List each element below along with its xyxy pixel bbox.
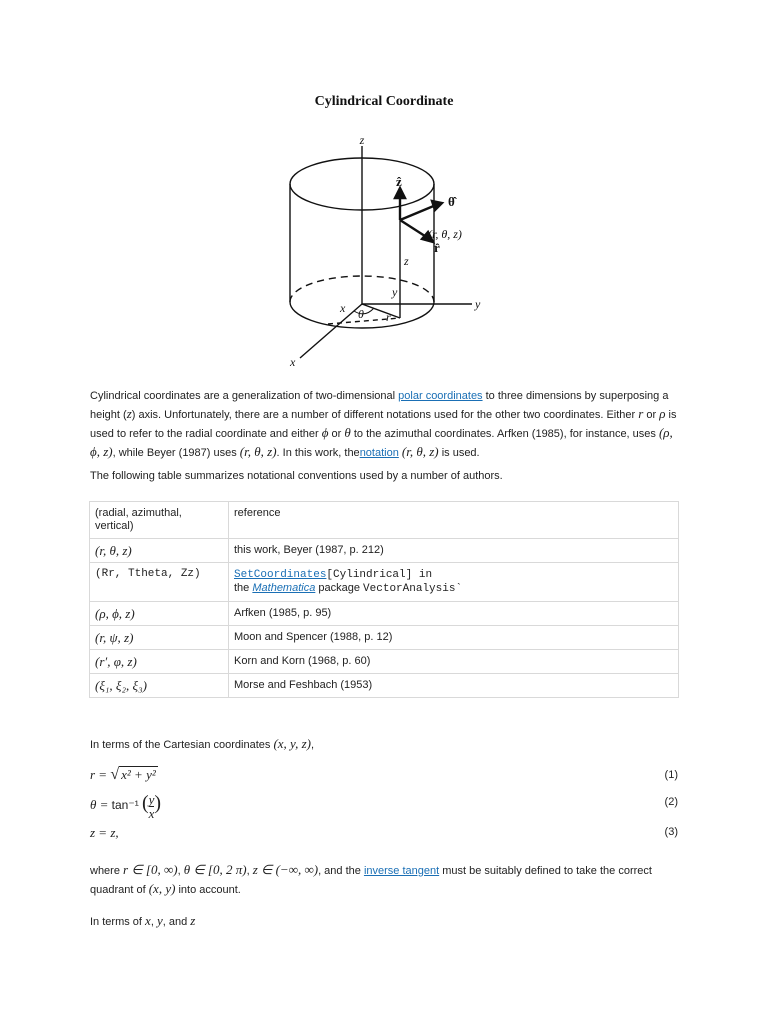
table-row bbox=[90, 626, 679, 650]
x-axis-label: x bbox=[290, 355, 296, 368]
equation-3: z = z, bbox=[90, 825, 119, 840]
notation-cell: (r, θ, z) bbox=[90, 539, 229, 563]
eq2-fraction: $\frac{y}{x}$ bbox=[148, 791, 155, 821]
equation-3-number: (3) bbox=[664, 826, 678, 838]
notation-table bbox=[89, 501, 679, 698]
inverse-tangent-link[interactable]: inverse tangent bbox=[363, 865, 440, 877]
theta-angle-label: θ bbox=[358, 307, 364, 321]
reference-cell: Moon and Spencer (1988, p. 12) bbox=[229, 626, 679, 650]
y-axis-label: y bbox=[475, 297, 481, 311]
table-row bbox=[90, 563, 679, 602]
point-label: (r, θ, z) bbox=[428, 227, 462, 241]
reference-cell: Korn and Korn (1968, p. 60) bbox=[229, 650, 679, 674]
where-paragraph: where r ∈ [0, ∞), θ ∈ [0, 2 π), z ∈ (−∞, ∞), and the inverse tangent must be suitably defined to take the correct quadrant of (x, y) into account. bbox=[90, 862, 652, 896]
eq1-radicand: x² + y² bbox=[121, 767, 156, 782]
table-row bbox=[90, 602, 679, 626]
table-row bbox=[90, 674, 679, 698]
y-near-label: y bbox=[392, 285, 398, 299]
notation-cell: (r′, φ, z) bbox=[90, 650, 229, 674]
r-hat-label: r̂ bbox=[434, 240, 440, 255]
equation-2-number: (2) bbox=[664, 796, 678, 808]
header-reference: reference bbox=[229, 502, 679, 539]
reference-cell: Arfken (1985, p. 95) bbox=[229, 602, 679, 626]
intro-paragraph: Cylindrical coordinates are a generalization of two-dimensional polar coordinates to three dimensions by superposing a height (z) axis. Unfortunately, there are a number of different notations used for the other two coordinates. Either r or ρ is used to refer to the radial coordinate and either ϕ or θ to the azimuthal coordinates. Arfken (1985), for instance, uses (ρ, ϕ, z), while Beyer (1987) uses (r, θ, z). In this work, thenotation (r, θ, z) is used. bbox=[90, 390, 677, 459]
equation-1: r = √ x² + y² bbox=[90, 766, 156, 783]
theta-hat-vector bbox=[400, 205, 436, 220]
notation-cell: (r, ψ, z) bbox=[90, 626, 229, 650]
x-axis bbox=[300, 304, 362, 358]
mathematica-link[interactable]: Mathematica bbox=[252, 582, 316, 594]
z-hat-label: ẑ bbox=[396, 174, 402, 189]
x-near-label: x bbox=[340, 301, 346, 315]
polar-coordinates-link[interactable]: polar coordinates bbox=[398, 390, 483, 402]
reference-cell: Morse and Feshbach (1953) bbox=[229, 674, 679, 698]
equation-1-number: (1) bbox=[664, 769, 678, 781]
notation-link[interactable]: notation bbox=[359, 447, 399, 459]
theta-hat-label: θ̂ bbox=[448, 194, 455, 209]
cylinder-figure bbox=[270, 128, 500, 371]
z-axis-label: z bbox=[359, 133, 365, 147]
radial-line bbox=[362, 304, 400, 318]
cartesian-intro: In terms of the Cartesian coordinates (x, y, z), bbox=[90, 736, 315, 751]
table-header-row bbox=[90, 502, 679, 539]
notation-cell: (Rr, Ttheta, Zz) bbox=[90, 563, 229, 602]
equation-2: θ = tan⁻¹ ( $\frac{y}{x}$ ) bbox=[90, 791, 162, 821]
reference-cell: SetCoordinates[Cylindrical] in the Mathematica package VectorAnalysis` bbox=[229, 563, 679, 602]
in-terms-paragraph: In terms of x, y, and z bbox=[90, 913, 196, 928]
table-row bbox=[90, 539, 679, 563]
r-near-label: r bbox=[386, 310, 391, 324]
table-row bbox=[90, 650, 679, 674]
page-title: Cylindrical Coordinate bbox=[314, 94, 454, 109]
table-intro: The following table summarizes notational conventions used by a number of authors. bbox=[90, 470, 503, 482]
reference-cell: this work, Beyer (1987, p. 212) bbox=[229, 539, 679, 563]
notation-cell: (ξ₁, ξ₂, ξ₃) bbox=[90, 674, 229, 698]
setcoordinates-link[interactable]: SetCoordinates bbox=[234, 569, 327, 581]
z-near-label: z bbox=[404, 254, 409, 268]
header-notation: (radial, azimuthal, vertical) bbox=[90, 502, 229, 539]
notation-cell: (ρ, ϕ, z) bbox=[90, 602, 229, 626]
